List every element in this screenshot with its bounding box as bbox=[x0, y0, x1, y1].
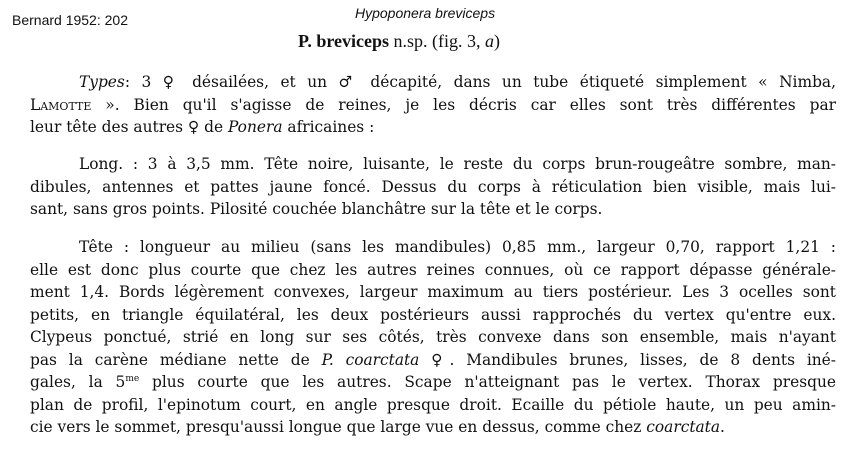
species-name: P. coarctata bbox=[321, 350, 420, 369]
heading-fig-letter: a bbox=[485, 31, 495, 51]
text-line: Long. : 3 à 3,5 mm. Tête noire, luisante, le reste du corps brun-rougeâtre sombre, man- bbox=[79, 155, 836, 173]
text-span: . bbox=[720, 418, 725, 436]
text-span: ». Bien qu'il s'agisse de reines, je les décris car elles sont très différentes par bbox=[91, 95, 836, 114]
text-line: petits, en triangle équilatéral, les deux postérieurs aussi rapprochés du vertex qu'entre eux. bbox=[30, 305, 836, 324]
text-line bbox=[30, 371, 836, 394]
text-line: Clypeus ponctué, strié en long sur ses côtés, très convexe dans son ensemble, mais n'ayant bbox=[30, 328, 836, 346]
text-line bbox=[30, 94, 836, 117]
text-line bbox=[30, 349, 836, 372]
text-line: dibules, antennes et pattes jaune foncé. Dessus du corps à réticulation bien visible, mais lui- bbox=[30, 177, 836, 196]
species-name: coarctata bbox=[646, 418, 721, 436]
genus-name: Ponera bbox=[227, 118, 283, 136]
text-line: Tête : longueur au milieu (sans les mandibules) 0,85 mm., largeur 0,70, rapport 1,21 : bbox=[79, 238, 836, 256]
species-heading bbox=[298, 31, 500, 52]
text-span: cie vers le sommet, presqu'aussi longue que large vue en dessus, comme chez bbox=[30, 418, 647, 436]
types-label: Types bbox=[79, 73, 125, 91]
species-label: Hypoponera breviceps bbox=[355, 5, 496, 21]
paragraph-types bbox=[30, 71, 836, 139]
text-line bbox=[30, 71, 836, 94]
text-line: plan de profil, l'epinotum court, en angle presque droit. Ecaille du pétiole haute, un peu amin- bbox=[30, 395, 836, 414]
text-span: : 3 ♀ désailées, et un ♂ décapité, dans un tube étiqueté simplement « Nimba, bbox=[124, 73, 836, 91]
collector-name: Lamotte bbox=[30, 95, 92, 114]
text-line bbox=[30, 116, 836, 139]
text-span: plus courte que les autres. Scape n'atteignant pas le vertex. Thorax presque bbox=[139, 373, 836, 391]
text-span: pas la carène médiane nette de bbox=[30, 350, 322, 369]
paragraph-length bbox=[30, 153, 836, 221]
heading-close: ) bbox=[494, 31, 501, 51]
text-line: elle est donc plus courte que chez les autres reines connues, où ce rapport dépasse générale- bbox=[30, 260, 836, 279]
text-span: leur tête des autres ♀ de bbox=[30, 118, 228, 136]
text-span: gales, la 5 bbox=[30, 373, 126, 391]
text-line bbox=[30, 416, 836, 439]
paragraph-head bbox=[30, 236, 836, 439]
superscript: me bbox=[125, 374, 140, 384]
text-span: ♀. Mandibules brunes, lisses, de 8 dents iné- bbox=[419, 350, 836, 369]
citation: Bernard 1952: 202 bbox=[12, 12, 128, 28]
text-line: ment 1,4. Bords légèrement convexes, largeur maximum au tiers postérieur. Les 3 ocelles sont bbox=[30, 283, 836, 301]
heading-name: P. breviceps bbox=[298, 31, 390, 51]
heading-rest: n.sp. (fig. 3, bbox=[389, 31, 486, 51]
text-line: sant, sans gros points. Pilosité couchée blanchâtre sur la tête et le corps. bbox=[30, 200, 603, 218]
text-span: africaines : bbox=[282, 118, 375, 136]
